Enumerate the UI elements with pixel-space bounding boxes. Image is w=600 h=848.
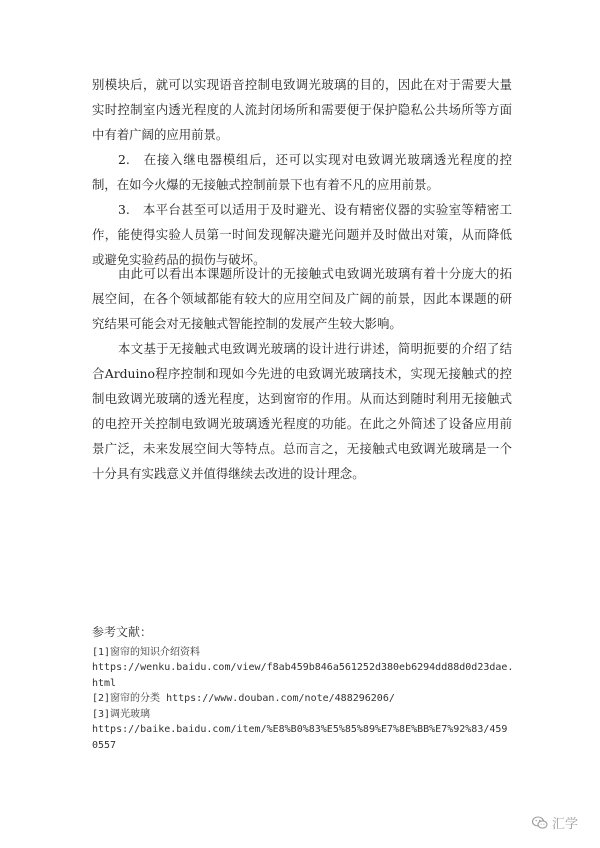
reference-line: [3]调光玻璃 <box>92 708 151 720</box>
paragraph-item-2: 2. 在接入继电器模组后，还可以实现对电致调光玻璃透光程度的控制，在如今火爆的无接触式控制前景下也有着不凡的应用前景。 <box>92 152 512 192</box>
reference-url-line[interactable]: https://wenku.baidu.com/view/f8ab459b846a561252d380eb6294dd88d0d23dae. <box>92 662 514 673</box>
references-section <box>92 625 532 753</box>
reference-url-line[interactable]: html <box>92 677 117 689</box>
paragraph-conclusion-scope: 由此可以看出本课题所设计的无接触式电致调光玻璃有着十分庞大的拓展空间，在各个领域都能有较大的应用空间及广阔的前景，因此本课题的研究结果可能会对无接触式智能控制的发展产生较大影响。 <box>92 266 512 331</box>
reference-line: [1]窗帘的知识介绍资料 <box>92 646 201 658</box>
reference-url-line[interactable]: 0557 <box>92 739 117 751</box>
reference-line[interactable]: [2]窗帘的分类 https://www.douban.com/note/488296206/ <box>92 693 395 704</box>
watermark <box>532 813 578 832</box>
paragraph-item-3: 3. 本平台甚至可以适用于及时避光、设有精密仪器的实验室等精密工作，能使得实验人员第一时间发现解决避光问题并及时做出对策，从而降低或避免实验药品的损伤与破坏。 <box>92 202 512 267</box>
watermark-text: 汇学 <box>551 817 578 832</box>
reference-url-line[interactable]: https://baike.baidu.com/item/%E8%B0%83%E5%85%89%E7%8E%BB%E7%92%83/459 <box>92 724 508 735</box>
wechat-icon <box>532 816 548 830</box>
references-heading: 参考文献： <box>92 625 153 639</box>
paragraph-continuation: 别模块后，就可以实现语音控制电致调光玻璃的目的，因此在对于需要大量实时控制室内透光程度的人流封闭场所和需要便于保护隐私公共场所等方面中有着广阔的应用前景。 <box>92 77 512 142</box>
paragraph-summary: 本文基于无接触式电致调光玻璃的设计进行讲述，简明扼要的介绍了结合Arduino程序控制和现如今先进的电致调光玻璃技术，实现无接触式的控制电致调光玻璃的透光程度，达到窗帘的作用。从而达到随时利用无接触式的电控开关控制电致调光玻璃透光程度的功能。在此之外简述了设备应用前景广泛，未来发展空间大等特点。总而言之，无接触式电致调光玻璃是一个十分具有实践意义并值得继续去改进的设计理念。 <box>92 341 512 481</box>
